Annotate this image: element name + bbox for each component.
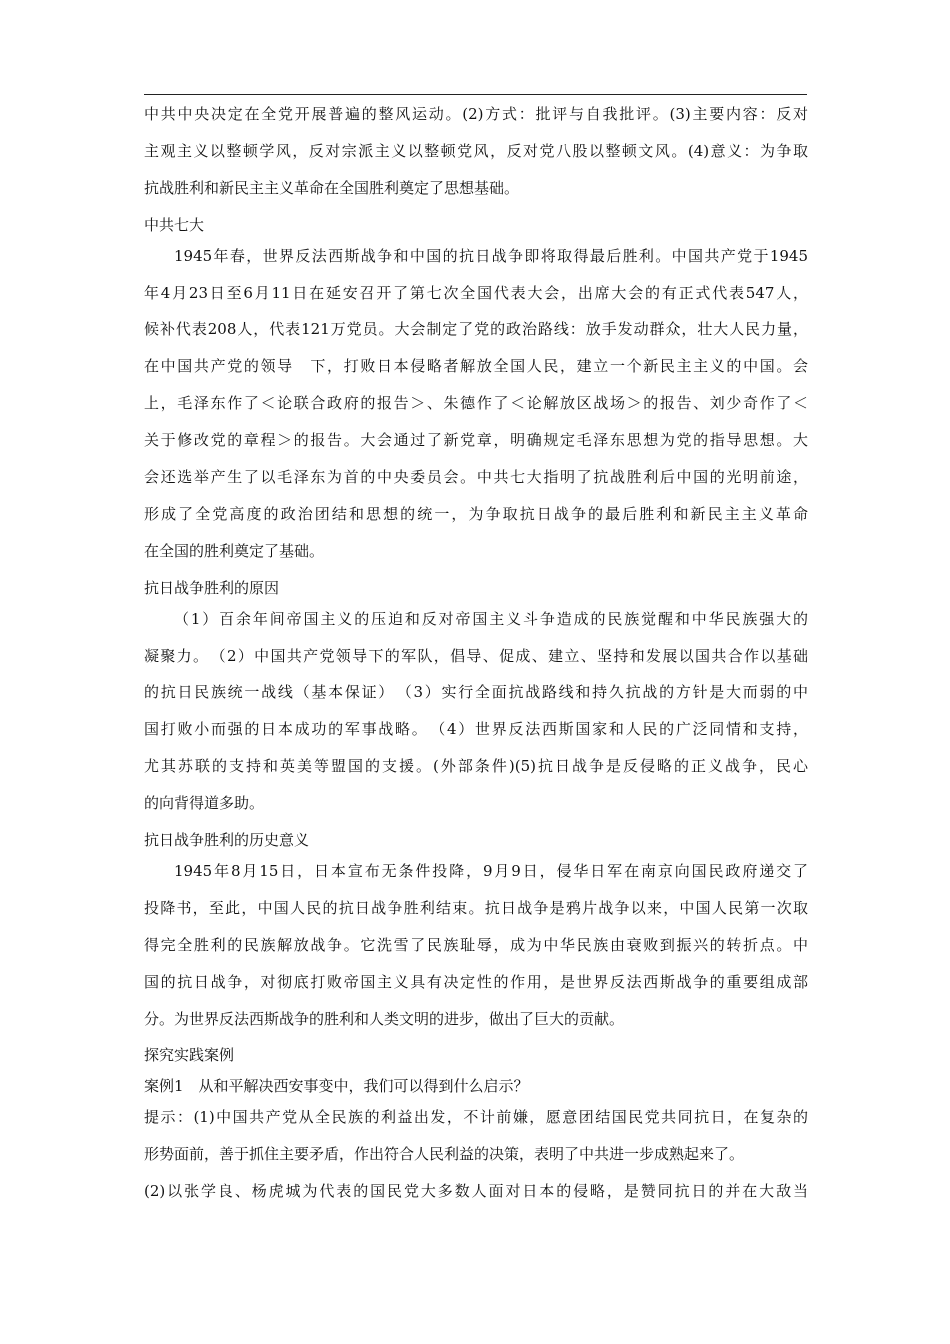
paragraph-line: 关于修改党的章程＞的报告。大会通过了新党章，明确规定毛泽东思想为党的指导思想。大 [144,431,808,450]
paragraph-line: 尤其苏联的支持和英美等盟国的支援。(外部条件)(5)抗日战争是反侵略的正义战争，民心 [144,757,808,776]
paragraph-last-line: 的向背得道多助。 [144,794,265,813]
paragraph-line: 得完全胜利的民族解放战争。它洗雪了民族耻辱，成为中华民族由衰败到振兴的转折点。中 [144,935,808,954]
paragraph-line: 提示：(1)中国共产党从全民族的利益出发，不计前嫌，愿意团结国民党共同抗日，在复杂的 [144,1108,808,1127]
paragraph-first-line: （1）百余年间帝国主义的压迫和反对帝国主义斗争造成的民族觉醒和中华民族强大的 [174,609,808,628]
section-heading: 中共七大 [144,215,205,234]
section-heading: 案例1 从和平解决西安事变中，我们可以得到什么启示？ [144,1077,529,1096]
paragraph-line: 会还选举产生了以毛泽东为首的中央委员会。中共七大指明了抗战胜利后中国的光明前途， [144,468,808,487]
paragraph-line: (2)以张学良、杨虎城为代表的国民党大多数人面对日本的侵略，是赞同抗日的并在大敌当 [144,1182,808,1201]
paragraph-line: 国打败小而强的日本成功的军事战略。 （4）世界反法西斯国家和人民的广泛同情和支持， [144,720,808,739]
paragraph-line: 的抗日民族统一战线（基本保证） （3）实行全面抗战路线和持久抗战的方针是大而弱的中 [144,683,808,702]
paragraph-last-line: 在全国的胜利奠定了基础。 [144,541,325,560]
paragraph-line: 主观主义以整顿学风，反对宗派主义以整顿党风，反对党八股以整顿文风。(4)意义：为争取 [144,141,808,160]
paragraph-line: 形成了全党高度的政治团结和思想的统一，为争取抗日战争的最后胜利和新民主主义革命 [144,504,808,523]
section-heading: 抗日战争胜利的原因 [144,578,280,597]
section-heading: 抗日战争胜利的历史意义 [144,831,310,850]
paragraph-first-line: 1945年春，世界反法西斯战争和中国的抗日战争即将取得最后胜利。中国共产党于1945 [174,246,808,265]
paragraph-last-line: 抗战胜利和新民主主义革命在全国胜利奠定了思想基础。 [144,178,520,197]
header-rule [144,94,807,95]
paragraph-line: 候补代表208人，代表121万党员。大会制定了党的政治路线：放手发动群众，壮大人民力量， [144,320,808,339]
paragraph-line: 国的抗日战争，对彻底打败帝国主义具有决定性的作用，是世界反法西斯战争的重要组成部 [144,972,808,991]
paragraph-line: 在中国共产党的领导 下，打败日本侵略者解放全国人民，建立一个新民主主义的中国。会 [144,357,808,376]
paragraph-line: 凝聚力。 （2）中国共产党领导下的军队，倡导、促成、建立、坚持和发展以国共合作以基础 [144,646,808,665]
document-body [144,103,808,1217]
paragraph-first-line: 1945年8月15日，日本宣布无条件投降，9月9日，侵华日军在南京向国民政府递交了 [174,862,808,881]
paragraph-last-line: 形势面前，善于抓住主要矛盾，作出符合人民利益的决策，表明了中共进一步成熟起来了。 [144,1145,745,1164]
paragraph-line: 中共中央决定在全党开展普遍的整风运动。(2)方式：批评与自我批评。(3)主要内容：反对 [144,105,808,123]
paragraph-line: 投降书，至此，中国人民的抗日战争胜利结束。抗日战争是鸦片战争以来，中国人民第一次取 [144,898,808,917]
paragraph-last-line: 分。为世界反法西斯战争的胜利和人类文明的进步，做出了巨大的贡献。 [144,1009,625,1028]
paragraph-line: 上，毛泽东作了＜论联合政府的报告＞、朱德作了＜论解放区战场＞的报告、刘少奇作了＜ [144,394,808,413]
section-heading: 探究实践案例 [144,1046,235,1065]
paragraph-line: 年4月23日至6月11日在延安召开了第七次全国代表大会，出席大会的有正式代表547人， [144,283,808,302]
